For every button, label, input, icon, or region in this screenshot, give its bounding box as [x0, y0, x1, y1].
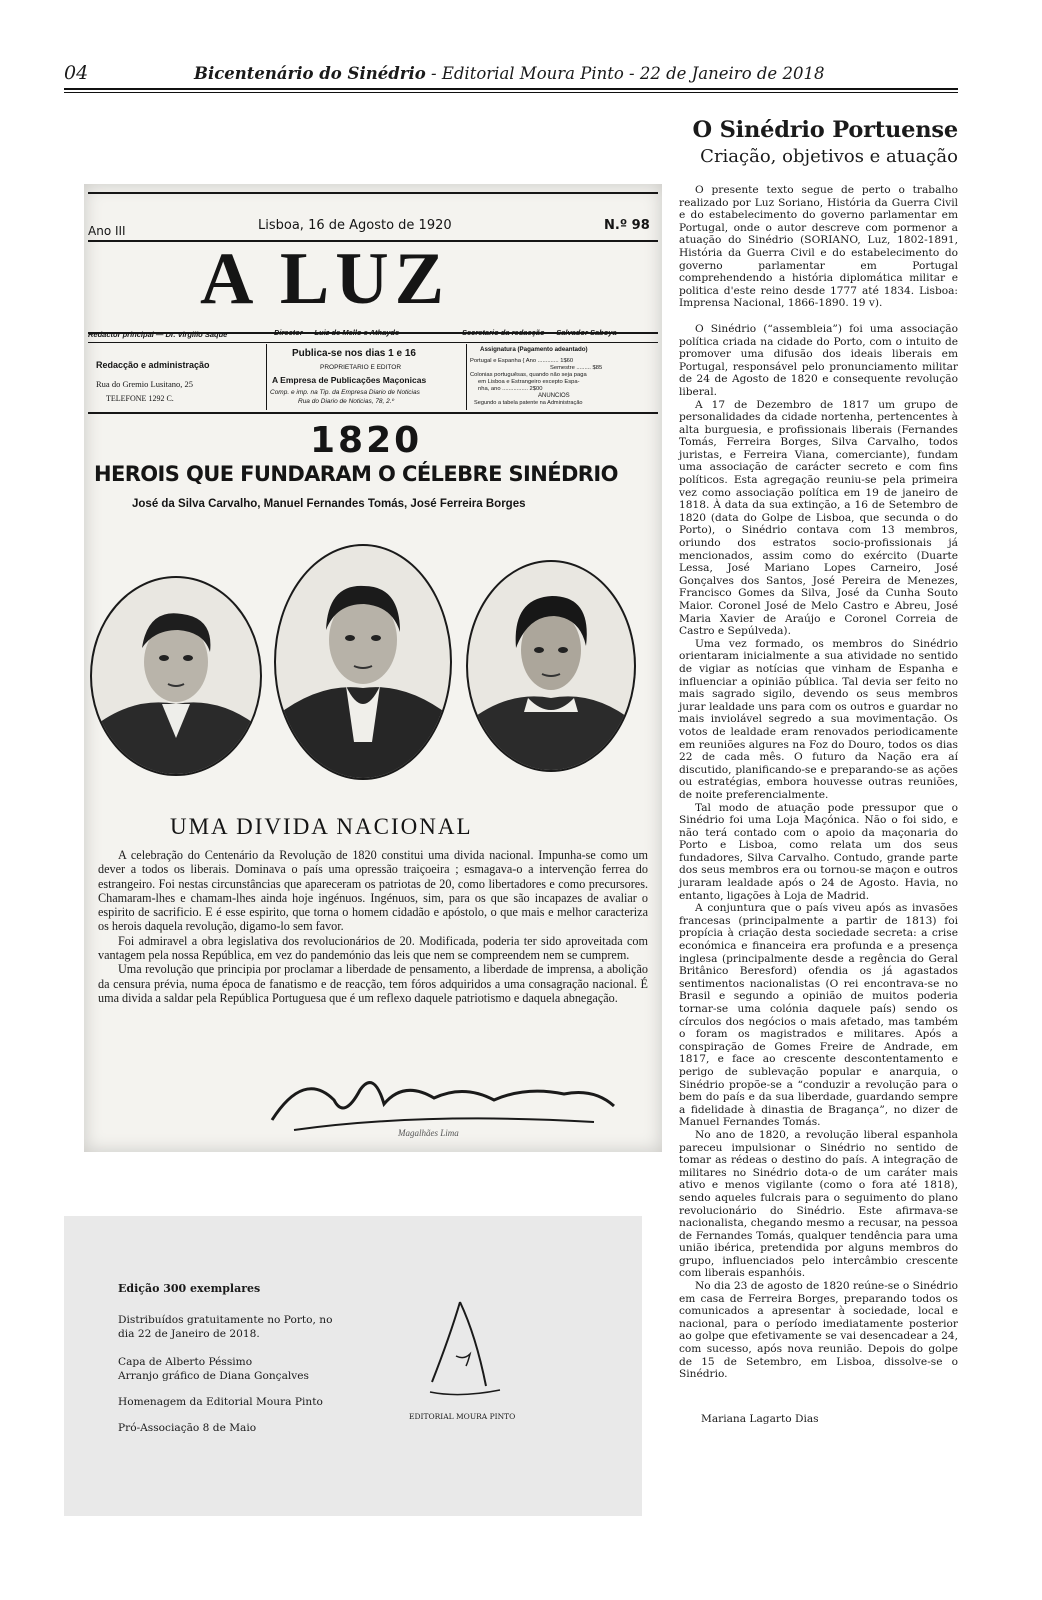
- article-subtitle: Criação, objetivos e atuação: [700, 146, 958, 167]
- staff-director: Director — Luiz de Mello e Athayde: [274, 328, 400, 337]
- admin-label: Redacção e administração: [96, 360, 210, 370]
- printer-line: Comp. e imp. na Tip. da Empresa Diario de Noticias: [270, 389, 420, 396]
- admin-address: Rua do Gremio Lusitano, 25: [96, 379, 194, 389]
- header-line: Bicentenário do Sinédrio - Editorial Moura Pinto - 22 de Janeiro de 2018: [194, 64, 825, 83]
- colophon-design: Arranjo gráfico de Diana Gonçalves: [118, 1370, 309, 1382]
- article-paragraph: A 17 de Dezembro de 1817 um grupo de personalidades da cidade nortenha, pertencentes à alta burguesia, e profissionais liberais (Fernandes Tomás, Ferreira Borges, Silva Carvalho, todos juristas, e Ferreira Viana, comerciante), fundam uma associação de carácter secreto e com fins políticos. Esta agregação reuniu-se pela primeira vez como associação política em 19 de janeiro de 1818. À data da sua extinção, a 16 de Setembro de 1820 (data do Golpe de Lisboa, que secunda o do Porto), o Sinédrio contava com 13 membros, oriundo dos estratos socio-profissionais já mencionados, assim como do exército (Duarte Lessa, José Mariano Lopes Carneiro, José Gonçalves dos Santos, José Pereira de Menezes, Francisco Gomes da Silva, José da Cunha Souto Maior. Coronel José de Melo Castro e Abreu, José Maria Xavier de Araújo e Coronel Correia de Castro e Sepúlveda).: [679, 398, 958, 638]
- header-rule: [64, 88, 958, 90]
- publication-days: Publica-se nos dias 1 e 16: [292, 348, 416, 359]
- owner-label: PROPRIETARIO E EDITOR: [320, 364, 402, 371]
- colophon-homage: Homenagem da Editorial Moura Pinto: [118, 1396, 323, 1408]
- owner-name: A Empresa de Publicações Maçonicas: [272, 375, 427, 385]
- article-paragraph: A conjuntura que o país viveu após as invasões francesas (principalmente a partir de 1813) foi propícia à criação desta sociedade secreta: a crise económica e financeira era profunda e a presença inglesa (principalmente desde a regência do Geral Britânico Beresford) ofendia os já agastados sentimentos nacionalistas (O rei encontrava-se no Brasil e segundo a opinião de muitos poderia tornar-se uma colónia daquele país) sendo os círculos dos negócios o mais afetado, mas também o foram os magistrados e militares. Após a conspiração de Gomes Freire de Andrade, em 1817, e face ao crescente descontentamento e perigo de sublevação popular e anarquia, o Sinédrio propõe-se a “conduzir a revolução para o bem do país e da sua liberdade, guardando sempre a fidelidade à dinastia de Bragança”, no dizer de Manuel Fernandes Tomás.: [679, 902, 958, 1129]
- portrait-silva-carvalho: [90, 576, 262, 776]
- article-paragraph: Uma vez formado, os membros do Sinédrio orientaram inicialmente a sua atividade no sentido de vigiar as notícias que vinham de Espanha e influenciar a opinião pública. Tal devia ser feito no mais sagrado sigilo, devendo os seus membros jurar lealdade uns para com os outros e guardar no mais inviolável segredo a sua movimentação. Os votos de lealdade eram renovados periodicamente em reuniões algures na Foz do Douro, todos os dias 22 de cada mês. O futuro da Nação era aí discutido, planificando-se e preparando-se as ações ou estratégias, embora houvesse outras reuniões, de noite preferencialmente.: [679, 637, 958, 801]
- portrait-ferreira-borges: [466, 560, 636, 772]
- headline-year: 1820: [310, 420, 423, 461]
- portrait-fernandes-tomas: [274, 544, 452, 780]
- scan-top-rule: [88, 192, 658, 194]
- article-lead: O presente texto segue de perto o trabalho realizado por Luz Soriano, História da Guerra Civil e do estabelecimento do governo parlamentar em Portugal, onde o autor descreve com pormenor a atuação do Sinédrio (SORIANO, Luz, 1802-1891, História da Guerra Civil e do estabelecimento do governo parlamentar em Portugal comprehendendo a história diplomática militar e politica d'este reino desde 1777 até 1834. Lisboa: Imprensa Nacional, 1866-1890. 19 v).: [679, 184, 958, 310]
- newspaper-scan: Ano III Lisboa, 16 de Agosto de 1920 N.º 98 A LUZ Redactor principal — Dr. Virgilio Saque Director — Luiz de Mello e Athayde Secretario da redacção — Salvador Saboya Redacção e administração Rua do Gremio Lusitano, 25 TELEFONE 1292 C. Publica-se nos dias 1 e 16 PROPRIETARIO E EDITOR A Empresa de Publicações Maçonicas Comp. e imp. na Tip. da Empresa Diario de Noticias Rua do Diario de Noticias, 78, 2.º Assignatura (Pagamento adeantado) Portugal e Espanha { Ano ............. 1$60 Semestre ......... $85 Colonias portuguêsas, quando não seja paga em Lisboa e Estrangeiro excepto Espa- nha, ano ................ 2$00 ANUNCIOS Segundo a tabela patente na Administração 1820 HEROIS QUE FUNDARAM O CÉLEBRE SINÉDRIO José da Silva Carvalho, Manuel Fernandes Tomás, José Ferreira Borges UMA DIVIDA NACIONAL A celebração do Centenário da Revolução de 1820 constitui uma divida nacional. Impunha-se como um dever a todos os liberais. Dominava o país uma opressão traiçoeira ; esmagava-o a intervenção ferrea do estrangeiro. Foi nestas circunstâncias que apareceram os patriotas de 20, como libertadores e como precursores. Chamaram-lhes e chamam-lhes ainda hoje ingénuos. Ingénuos, sim, para os que são incapazes de avaliar o espirito de sacrificio. E é esse espirito, que torna o homem cidadão e apóstolo, o que mais e melhor caracteriza os herois daquela revolução, digamo-lo sem favor. Foi admiravel a obra legislativa dos revolucionários de 20. Modificada, poderia ter sido aproveitada com vantagem pela nossa República, em vez do pandemónio das leis que nem se compreendem nem se cumprem. Uma revolução que principia por proclamar a liberdade de pensamento, a liberdade de imprensa, a abolição da censura prévia, numa época de fanatismo e de reacção, tem fóros adquiridos a uma consagração nacional. É uma divida a saldar pela República Portuguesa que é um reflexo daquele patriotismo e daquela abnegação. Magalhães Lima: [84, 184, 662, 1152]
- article-title: O Sinédrio Portuense: [692, 117, 958, 143]
- scan-rule: [88, 412, 658, 414]
- running-header: [64, 58, 958, 92]
- article-paragraph: O Sinédrio (“assembleia”) foi uma associação política criada na cidade do Porto, com o intuito de promover uma difusão dos ideais liberais em Portugal, responsável pelo pronunciamento militar de 24 de Agosto de 1820 e consequente revolução liberal.: [679, 322, 958, 398]
- article-column: [679, 116, 958, 1425]
- publication-title: Bicentenário do Sinédrio: [194, 64, 426, 83]
- header-separator: -: [431, 64, 437, 83]
- article-paragraph: No dia 23 de agosto de 1820 reúne-se o Sinédrio em casa de Ferreira Borges, preparando todos os comunicados a apresentar à sociedade, local e nacional, para o período imediatamente posterior ao golpe que efetivamente se vai desencadear a 24, com sucesso, após nova reunião. Depois do golpe de 15 de Setembro, em Lisboa, dissolve-se o Sinédrio.: [679, 1280, 958, 1381]
- colophon-association: Pró-Associação 8 de Maio: [118, 1422, 257, 1434]
- colophon-edition: Edição 300 exemplares: [118, 1282, 261, 1295]
- page-number: 04: [64, 62, 89, 84]
- publisher-name: Editorial Moura Pinto: [441, 64, 624, 83]
- newspaper-paragraph: Foi admiravel a obra legislativa dos revolucionários de 20. Modificada, poderia ter sido aproveitada com vantagem pela nossa República, em vez do pandemónio das leis que nem se compreendem nem se cumprem.: [98, 933, 648, 963]
- newspaper-body: [98, 848, 648, 1005]
- heroes-names: José da Silva Carvalho, Manuel Fernandes Tomás, José Ferreira Borges: [132, 498, 526, 510]
- newspaper-dateline: Lisboa, 16 de Agosto de 1920: [258, 218, 452, 233]
- newspaper-paragraph: A celebração do Centenário da Revolução de 1820 constitui uma divida nacional. Impunha-se como um dever a todos os liberais. Dominava o país uma opressão traiçoeira ; esmagava-o a intervenção ferrea do estrangeiro. Foi nestas circunstâncias que apareceram os patriotas de 20, como libertadores e como precursores. Chamaram-lhes e chamam-lhes ainda hoje ingénuos. Ingénuos, sim, para os que são incapazes de avaliar o espirito de sacrificio. E é esse espirito, que torna o homem cidadão e apóstolo, o que mais e melhor caracteriza os herois daquela revolução, digamo-lo sem favor.: [98, 848, 648, 934]
- issue-date: 22 de Janeiro de 2018: [639, 64, 825, 83]
- ads-label: ANUNCIOS: [538, 393, 570, 399]
- article-paragraph: No ano de 1820, a revolução liberal espanhola pareceu impulsionar o Sinédrio no sentido de tomar as rédeas o destino do país. A integração de militares no Sinédrio dota-o de um caráter mais ativo e menos vigilante (como o fora até 1818), sendo aqueles fulcrais para o seguimento do plano revolucionário do Sinédrio. Este afirmava-se nacionalista, chegando mesmo a recusar, na pessoa de Fernandes Tomás, qualquer tendência para uma união ibérica, pretendida por alguns membros do grupo, influenciados pelo intercâmbio crescente com liberais espanhóis.: [679, 1128, 958, 1280]
- scan-rule: [88, 342, 658, 343]
- colophon-cover: Capa de Alberto Péssimo: [118, 1356, 253, 1368]
- article-paragraph: Tal modo de atuação pode pressupor que o Sinédrio foi uma Loja Maçónica. Não o foi sido, e não terá contado com o apoio da maçonaria do Porto e Lisboa, como relata um dos seus fundadores, Silva Carvalho. Contudo, grande parte dos seus membros era ou tornou-se maçon e outros juraram lealdade após o 24 de Agosto. Havia, no entanto, ligações à Loja de Madrid.: [679, 801, 958, 902]
- colophon-distribution: Distribuídos gratuitamente no Porto, no dia 22 de Janeiro de 2018.: [118, 1314, 333, 1340]
- newspaper-issue: N.º 98: [604, 218, 650, 233]
- staff-secretary: Secretario da redacção — Salvador Saboya: [462, 328, 617, 337]
- editorial-logo-text: EDITORIAL MOURA PINTO: [409, 1412, 516, 1421]
- editorial-logo-icon: [420, 1296, 510, 1406]
- subscription-header: Assignatura (Pagamento adeantado): [480, 346, 588, 353]
- staff-redactor: Redactor principal — Dr. Virgilio Saque: [88, 330, 228, 339]
- newspaper-masthead: A LUZ: [200, 238, 451, 320]
- newspaper-year: Ano III: [88, 224, 126, 238]
- article-author: Mariana Lagarto Dias: [701, 1412, 819, 1425]
- newspaper-headline: HEROIS QUE FUNDARAM O CÉLEBRE SINÉDRIO: [94, 462, 618, 486]
- header-rule-thin: [64, 92, 958, 93]
- printer-address: Rua do Diario de Noticias, 78, 2.º: [298, 398, 394, 405]
- newspaper-paragraph: Uma revolução que principia por proclamar a liberdade de pensamento, a liberdade de imprensa, a abolição da censura prévia, numa época de fanatismo e de reacção, tem fóros adquiridos a uma consagração nacional. É uma divida a saldar pela República Portuguesa que é um reflexo daquele patriotismo e daquela abnegação.: [98, 962, 648, 1005]
- colophon-box: [64, 1216, 642, 1516]
- section-title: UMA DIVIDA NACIONAL: [170, 814, 473, 839]
- signature-name: Magalhães Lima: [398, 1128, 459, 1138]
- admin-phone: TELEFONE 1292 C.: [106, 394, 174, 403]
